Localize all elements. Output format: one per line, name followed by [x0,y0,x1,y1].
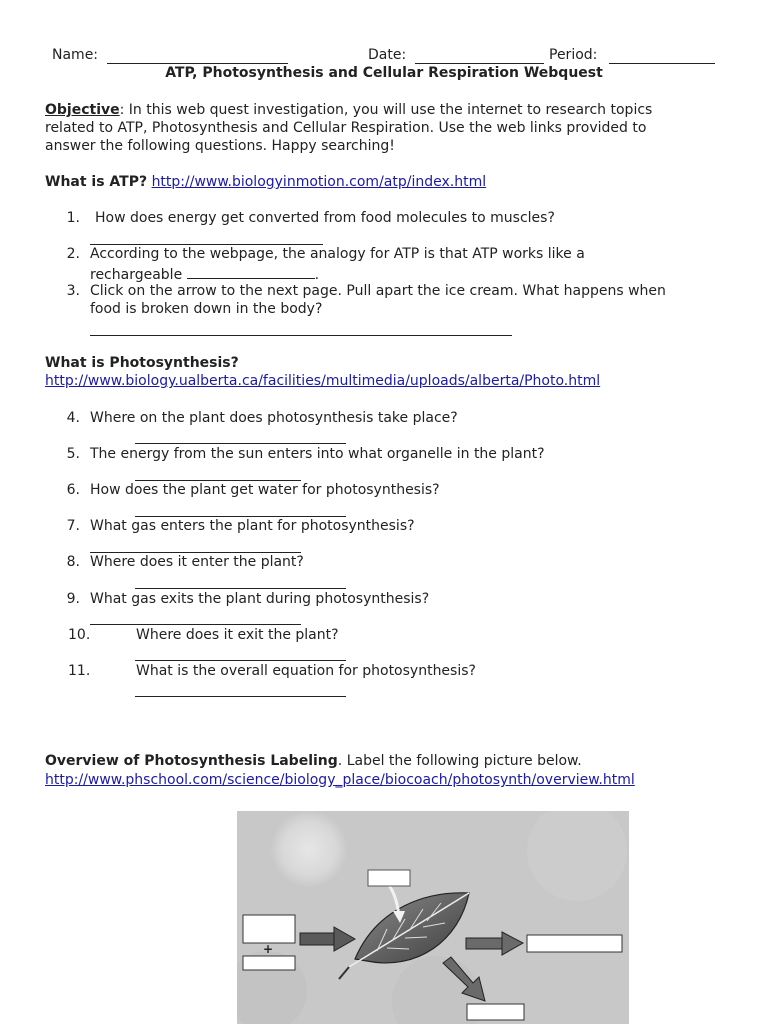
leaf-illustration [237,811,629,1024]
q3-text-1: Click on the arrow to the next page. Pull apart the ice cream. What happens when [90,283,666,299]
label-box-output-right [527,935,622,952]
q9-number: 9. [66,591,80,607]
atp-heading-line [45,173,486,191]
objective-line-1: Objective: In this web quest investigation, you will use the internet to research topics [45,102,653,118]
q3-answer-line[interactable] [90,335,512,336]
q7-number: 7. [66,518,80,534]
q8-number: 8. [66,554,80,570]
q2-text-2: rechargeable . [90,264,319,284]
name-label: Name: [52,47,99,63]
atp-heading: What is ATP? [45,174,148,190]
period-label: Period: [549,47,598,63]
q6-text: How does the plant get water for photosynthesis? [90,482,440,498]
objective-line-2: related to ATP, Photosynthesis and Cellular Respiration. Use the web links provided to [45,120,647,136]
q3-number: 3. [66,283,80,299]
q10-text: Where does it exit the plant? [136,627,339,643]
atp-link[interactable]: http://www.biologyinmotion.com/atp/index.html [151,174,487,190]
objective-label: Objective [45,102,120,118]
overview-link[interactable]: http://www.phschool.com/science/biology_place/biocoach/photosynth/overview.html [45,772,635,788]
photo-link[interactable]: http://www.biology.ualberta.ca/facilities/multimedia/uploads/alberta/Photo.html [45,373,601,389]
q11-answer-line[interactable] [135,696,346,697]
photosynthesis-diagram [237,811,629,1024]
label-box-input-top [243,915,295,943]
q2-answer-blank[interactable] [187,264,315,279]
sun-icon [271,811,347,887]
label-box-light [368,870,410,886]
date-label: Date: [368,47,407,63]
q4-answer-line[interactable] [135,443,346,444]
q11-number: 11. [68,663,91,679]
overview-heading: Overview of Photosynthesis Labeling [45,753,338,769]
q9-text: What gas exits the plant during photosynthesis? [90,591,430,607]
photo-heading: What is Photosynthesis? [45,355,239,371]
q2-text-1: According to the webpage, the analogy for ATP is that ATP works like a [90,246,585,262]
q3-text-2: food is broken down in the body? [90,301,323,317]
q5-text: The energy from the sun enters into what organelle in the plant? [90,446,545,462]
q4-number: 4. [66,410,80,426]
q10-answer-line[interactable] [135,660,346,661]
q9-answer-line[interactable] [90,624,301,625]
q7-text: What gas enters the plant for photosynthesis? [90,518,415,534]
q8-answer-line[interactable] [135,588,346,589]
objective-line-3: answer the following questions. Happy searching! [45,138,395,154]
q11-text: What is the overall equation for photosynthesis? [136,663,476,679]
page-title: ATP, Photosynthesis and Cellular Respiration Webquest [165,65,603,81]
q2-number: 2. [66,246,80,262]
plus-sign: + [263,942,274,956]
q4-text: Where on the plant does photosynthesis take place? [90,410,458,426]
q8-text: Where does it enter the plant? [90,554,304,570]
overview-heading-line: Overview of Photosynthesis Labeling. Label the following picture below. [45,753,582,769]
q6-number: 6. [66,482,80,498]
q1-number: 1. [66,210,80,226]
q10-number: 10. [68,627,91,643]
q5-number: 5. [66,446,80,462]
q1-text: How does energy get converted from food molecules to muscles? [95,210,555,226]
label-box-input-bottom [243,956,295,970]
label-box-output-bottom [467,1004,524,1020]
